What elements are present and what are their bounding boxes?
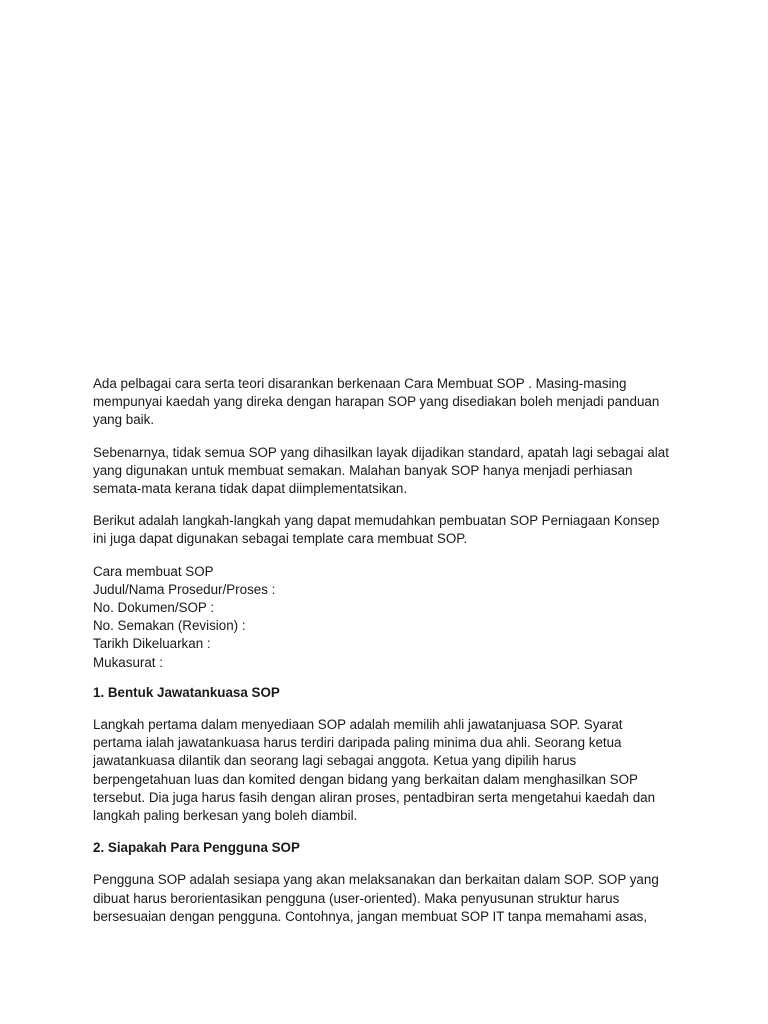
paragraph: Berikut adalah langkah-langkah yang dapat memudahkan pembuatan SOP Perniagaan Konsep ini juga dapat digunakan sebagai template cara membuat SOP. <box>93 513 660 547</box>
document-body <box>93 375 673 940</box>
paragraph: Langkah pertama dalam menyediaan SOP adalah memilih ahli jawatanjuasa SOP. Syarat pertama ialah jawatankuasa harus terdiri daripada paling minima dua ahli. Seorang ketua jawatankuasa dilantik dan seorang lagi sebagai anggota. Ketua yang dipilih harus berpengetahuan luas dan komited dengan bidang yang berkaitan dalam menghasilkan SOP tersebut. Dia juga harus fasih dengan aliran proses, pentadbiran serta mengetahui kaedah dan langkah paling berkesan yang boleh diambil. <box>93 717 656 824</box>
template-line: Judul/Nama Prosedur/Proses : <box>93 581 276 597</box>
template-line: No. Dokumen/SOP : <box>93 600 215 616</box>
template-line: Tarikh Dikeluarkan : <box>93 636 211 652</box>
paragraph: Pengguna SOP adalah sesiapa yang akan melaksanakan dan berkaitan dalam SOP. SOP yang dibuat harus berorientasikan pengguna (user-oriented). Maka penyusunan struktur harus bersesuaian dengan pengguna. Contohnya, jangan membuat SOP IT tanpa memahami asas, <box>93 872 659 924</box>
sop-template-list <box>93 563 673 672</box>
section-heading: 2. Siapakah Para Pengguna SOP <box>93 840 300 856</box>
section-heading: 1. Bentuk Jawatankuasa SOP <box>93 684 280 700</box>
template-line: No. Semakan (Revision) : <box>93 618 246 634</box>
template-line: Cara membuat SOP <box>93 563 214 579</box>
template-line: Mukasurat : <box>93 654 163 670</box>
paragraph: Ada pelbagai cara serta teori disarankan berkenaan Cara Membuat SOP . Masing-masing mempunyai kaedah yang direka dengan harapan SOP yang disediakan boleh menjadi panduan yang baik. <box>93 376 660 428</box>
paragraph: Sebenarnya, tidak semua SOP yang dihasilkan layak dijadikan standard, apatah lagi sebagai alat yang digunakan untuk membuat semakan. Malahan banyak SOP hanya menjadi perhiasan semata-mata kerana tidak dapat diimplementatsikan. <box>93 444 669 497</box>
